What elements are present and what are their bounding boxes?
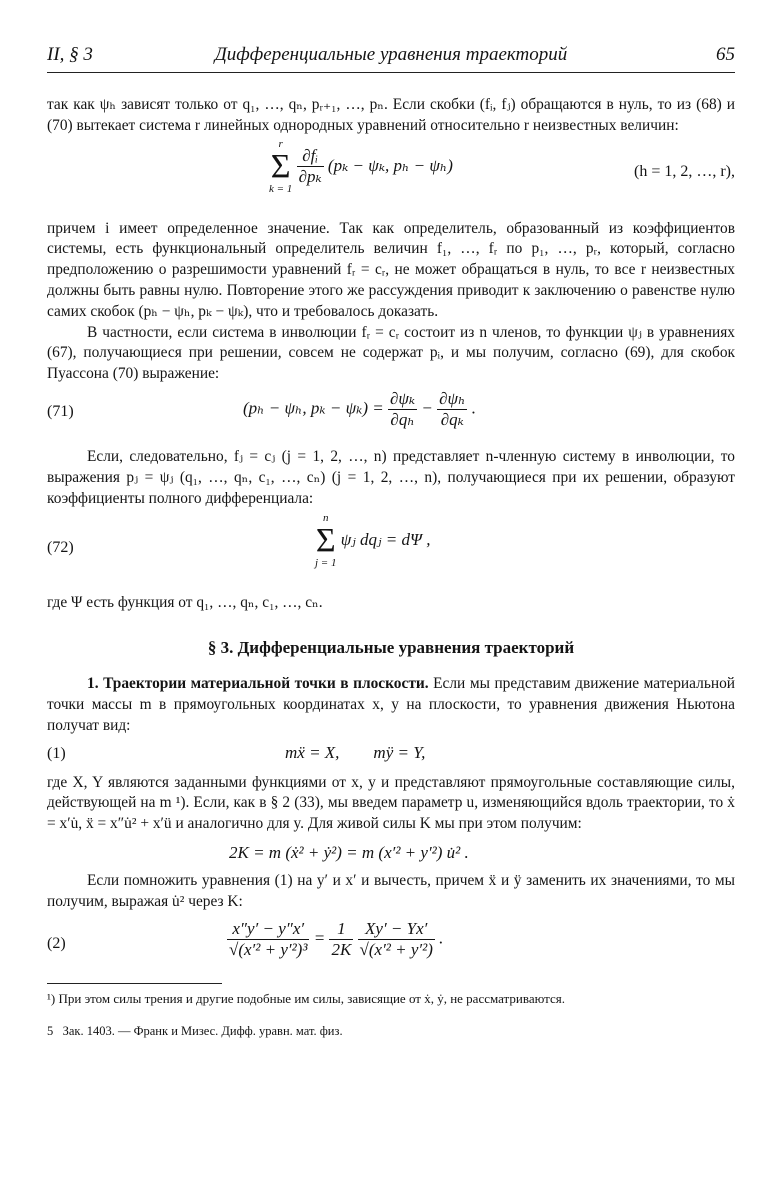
equation-1-body: mẍ = X, mÿ = Y,	[285, 742, 426, 762]
equation-71-fraction-1: $\frac{\text{∂ψₖ}}{\text{∂qₕ}}$	[389, 388, 416, 429]
running-head-title: Дифференциальные уравнения траекторий	[214, 44, 568, 65]
page-number: 65	[716, 44, 735, 65]
header-rule	[47, 72, 735, 73]
sum-72-lower-limit: j = 1	[315, 557, 337, 570]
footnote: ¹) При этом силы трения и другие подобные им силы, зависящие от ẋ, ẏ, не рассматриваются.	[47, 990, 565, 1006]
sum-upper-limit: r	[278, 137, 283, 150]
equation-2-end: .	[439, 927, 444, 947]
paragraph-6	[47, 674, 735, 736]
running-head-chapter: II, § 3	[47, 44, 93, 65]
equation-1	[47, 737, 735, 773]
equation-1-number: (1)	[47, 744, 66, 762]
equation-71-end: .	[471, 398, 476, 418]
sum-symbol: r Σ k = 1	[269, 137, 293, 195]
equation-2	[47, 913, 735, 977]
equation-72	[47, 509, 735, 593]
equation-71-left: (pₕ − ψₕ, pₖ − ψₖ) =	[243, 398, 384, 418]
equation-energy-body: 2K = m (ẋ² + ẏ²) = m (x′² + y′²) u̇² .	[229, 842, 469, 862]
sum-lower-limit: k = 1	[269, 182, 293, 195]
running-head	[47, 40, 735, 70]
paragraph-8: Если помножить уравнения (1) на y′ и x′ и вычесть, причем ẍ и ÿ заменить их значениями, то мы получим, выражая u̇² через K:	[47, 871, 735, 910]
paragraph-2: причем i имеет определенное значение. Так как определитель, образованный из коэффициентов системы, есть функциональный определитель величин f₁, …, fᵣ по p₁, …, pᵣ, который, согласно предположению о разрешимости уравнений fᵣ = cᵣ, не может обращаться в нуль, то все r неизвестных должны быть равны нулю. Повторение этого же рассуждения приводит к заключению о равенстве нулю самих скобок (pₕ − ψₕ, pₖ − ψₖ), что и требовалось доказать.	[47, 219, 735, 320]
sum-72-upper-limit: n	[322, 512, 329, 525]
equation-72-number: (72)	[47, 539, 74, 557]
equation-71	[47, 385, 735, 447]
equation-71-fraction-2: $\frac{\text{∂ψₕ}}{\text{∂qₖ}}$	[439, 388, 466, 429]
partial-fraction: $\frac{\text{∂fᵢ}}{\text{∂pₖ}}$	[298, 146, 322, 187]
equation-energy	[47, 835, 735, 871]
equation-2-number: (2)	[47, 934, 66, 952]
equation-2-fraction-2: $\frac{1}{2K}$	[331, 918, 352, 959]
paragraph-4: Если, следовательно, fⱼ = cⱼ (j = 1, 2, …, n) представляет n-членную систему в инволюции, то выражения pⱼ = ψⱼ (q₁, …, qₙ, c₁, …, cₙ) (j = 1, 2, …, n), получающиеся при их решении, образуют коэффициенты полного дифференциала:	[47, 447, 735, 507]
footnote-rule	[47, 983, 222, 984]
equation-71-number: (71)	[47, 402, 74, 420]
equation-system	[47, 137, 735, 219]
paragraph-3: В частности, если система в инволюции fᵣ = cᵣ состоит из n членов, то функции ψⱼ в уравнениях (67), получающиеся при решении, совсем не содержат pᵢ, и мы получим, согласно (69), для скобок Пуассона (70) выражение:	[47, 323, 735, 383]
paragraph-5: где Ψ есть функция от q₁, …, qₙ, c₁, …, cₙ.	[47, 594, 323, 612]
page	[47, 40, 735, 1040]
equation-72-body: ψⱼ dqⱼ = dΨ ,	[340, 530, 431, 550]
paragraph-1: так как ψₕ зависят только от q₁, …, qₙ, pᵣ₊₁, …, pₙ. Если скобки (fᵢ, fⱼ) обращаются в нуль, то из (68) и (70) вытекает система r линейных однородных уравнений относительно r неизвестных величин:	[47, 96, 735, 134]
equation-system-condition: (h = 1, 2, …, r),	[633, 162, 735, 180]
paragraph-6-text: Если мы представим движение материальной точки массы m в прямоугольных координатах x, y на плоскости, то уравнения движения Ньютона получат вид:	[47, 675, 736, 734]
paragraph-7: где X, Y являются заданными функциями от x, y и представляют прямоугольные составляющие силы, действующей на m ¹). Если, как в § 2 (33), мы введем параметр u, изменяющийся вдоль траектории, то ẋ = x′u̇, ẍ = x″u̇² + x′ü и аналогично для y. Для живой силы K мы при этом получим:	[47, 773, 735, 833]
sum-symbol-72: n Σ j = 1	[315, 512, 337, 570]
equation-2-equals: =	[313, 927, 326, 947]
subsection-title: 1. Траектории материальной точки в плоскости.	[87, 675, 429, 693]
equation-71-minus: −	[421, 398, 433, 418]
equation-2-fraction-3: $\frac{Xy' - Yx'}{\text{√(x′² + y′²)}}$	[359, 918, 433, 959]
equation-system-body: (pₖ − ψₖ, pₕ − ψₕ)	[327, 155, 453, 175]
equation-2-fraction-1: $\frac{x''y' - y''x'}{\text{√(x′² + y′²)³}}$	[229, 918, 308, 959]
section-title: § 3. Дифференциальные уравнения траекторий	[207, 638, 575, 658]
print-signature: 5 Зак. 1403. — Франк и Мизес. Дифф. уравн. мат. физ.	[47, 1023, 343, 1038]
